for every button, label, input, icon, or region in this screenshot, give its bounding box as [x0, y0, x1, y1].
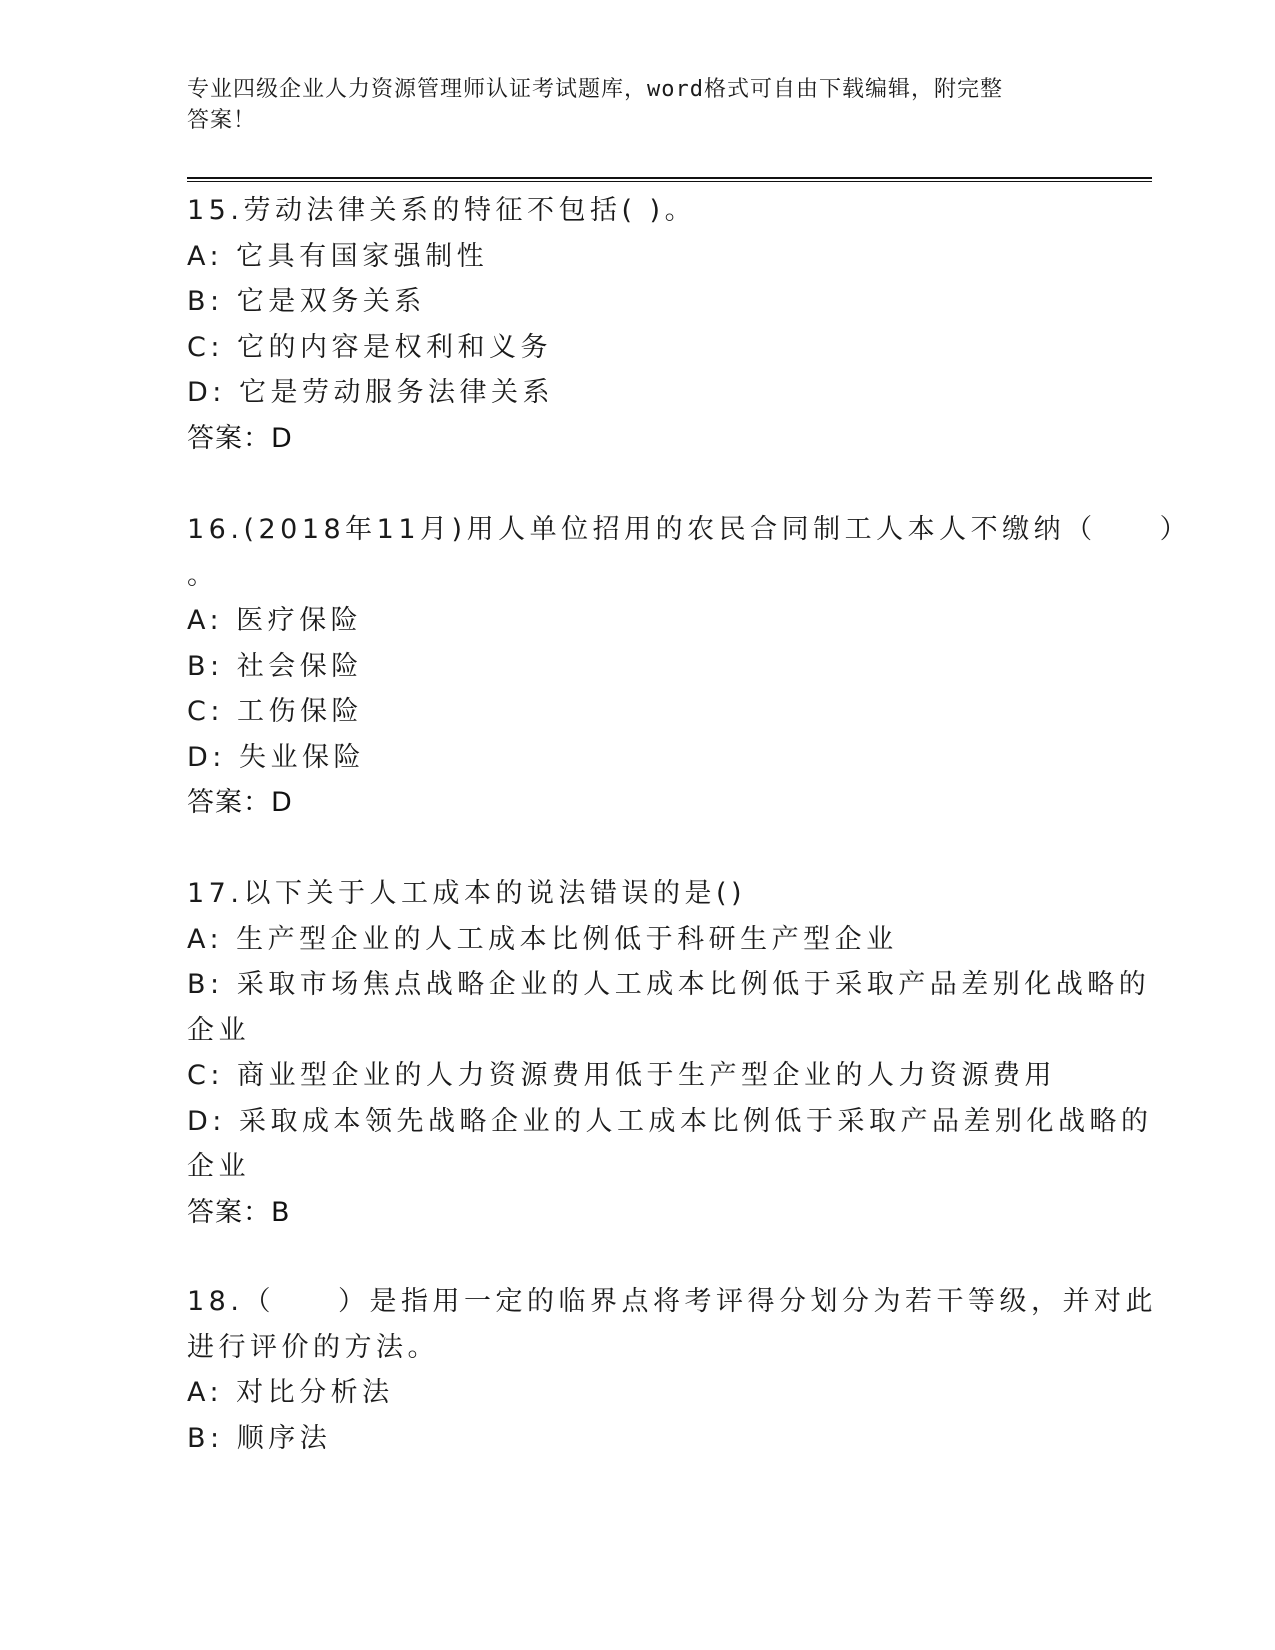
option-d: D: 采取成本领先战略企业的人工成本比例低于采取产品差别化战略的 — [187, 1105, 1153, 1137]
answer-line: 答案：D — [187, 787, 293, 818]
answer-line: 答案：D — [187, 422, 293, 454]
question-stem: 16.(2018年11月)用人单位招用的农民合同制工人本人不缴纳（ ） — [187, 514, 1192, 545]
option-d: D: 失业保险 — [187, 741, 365, 773]
option-a: A: 对比分析法 — [187, 1377, 394, 1408]
header-line-2: 答案！ — [187, 108, 257, 133]
question-stem: 17.以下关于人工成本的说法错误的是() — [187, 878, 747, 909]
option-a: A: 它具有国家强制性 — [187, 240, 489, 272]
header-line-1: 专业四级企业人力资源管理师认证考试题库，word格式可自由下载编辑，附完整 — [187, 77, 1003, 102]
question-18 — [187, 1279, 1157, 1461]
question-16 — [187, 507, 1192, 826]
answer-line: 答案：B — [187, 1196, 291, 1228]
option-b: B: 顺序法 — [187, 1422, 332, 1454]
option-b-continued: 企业 — [187, 1014, 250, 1046]
option-c: C: 它的内容是权利和义务 — [187, 331, 553, 363]
question-stem-continued: 进行评价的方法。 — [187, 1331, 439, 1363]
option-b: B: 采取市场焦点战略企业的人工成本比例低于采取产品差别化战略的 — [187, 969, 1151, 1000]
option-a: A: 医疗保险 — [187, 605, 363, 636]
question-15 — [187, 188, 1087, 461]
header-divider — [187, 177, 1152, 182]
option-d-continued: 企业 — [187, 1151, 250, 1182]
option-b: B: 社会保险 — [187, 650, 363, 682]
question-stem-continued: 。 — [187, 559, 219, 591]
question-stem: 15.劳动法律关系的特征不包括( )。 — [187, 195, 697, 226]
document-header — [187, 74, 1067, 136]
option-d: D: 它是劳动服务法律关系 — [187, 377, 554, 408]
question-stem: 18.（ ）是指用一定的临界点将考评得分划分为若干等级，并对此 — [187, 1286, 1157, 1317]
option-b: B: 它是双务关系 — [187, 286, 426, 317]
option-c: C: 商业型企业的人力资源费用低于生产型企业的人力资源费用 — [187, 1060, 1057, 1091]
option-c: C: 工伤保险 — [187, 696, 364, 727]
question-17 — [187, 871, 1153, 1235]
option-a: A: 生产型企业的人工成本比例低于科研生产型企业 — [187, 923, 898, 955]
